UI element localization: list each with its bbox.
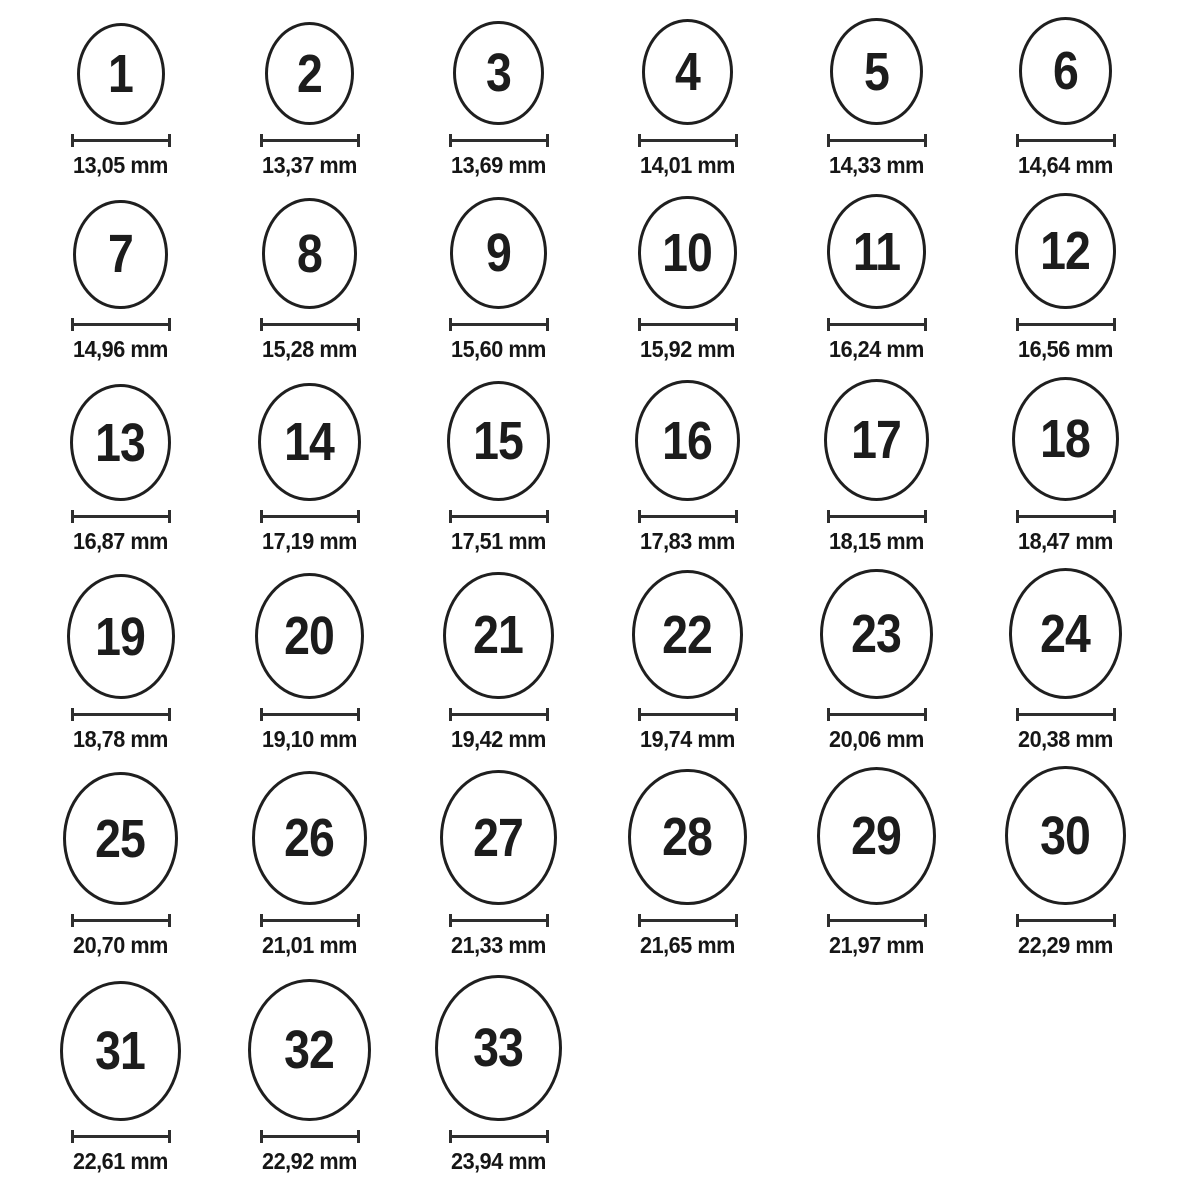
ring-size-item — [593, 4, 782, 180]
ring-size-number: 8 — [297, 223, 322, 284]
diameter-label: 15,28 mm — [262, 336, 357, 363]
diameter-measure-line — [71, 1130, 171, 1143]
ring-size-number: 25 — [95, 808, 146, 869]
diameter-label: 16,24 mm — [829, 336, 924, 363]
ring-circle — [632, 570, 743, 699]
ring-size-item — [971, 180, 1160, 364]
ring-size-number: 1 — [108, 44, 133, 105]
diameter-label: 22,92 mm — [262, 1148, 357, 1175]
diameter-label: 15,60 mm — [451, 336, 546, 363]
ring-size-item — [26, 754, 215, 960]
ring-circle — [1009, 568, 1123, 700]
ring-circle — [827, 194, 926, 309]
diameter-label: 15,92 mm — [640, 336, 735, 363]
diameter-label: 13,05 mm — [73, 152, 168, 179]
ring-size-item — [782, 364, 971, 556]
ring-circle — [817, 767, 936, 905]
ring-size-number: 30 — [1040, 805, 1091, 866]
diameter-label: 13,37 mm — [262, 152, 357, 179]
ring-size-item — [215, 754, 404, 960]
ring-circle — [255, 573, 364, 700]
diameter-label: 20,70 mm — [73, 932, 168, 959]
ring-size-item — [26, 364, 215, 556]
ring-size-item — [782, 754, 971, 960]
diameter-label: 17,83 mm — [640, 528, 735, 555]
ring-size-number: 29 — [851, 806, 902, 867]
ring-size-number: 27 — [473, 807, 524, 868]
ring-circle — [265, 22, 354, 125]
ring-circle — [60, 981, 181, 1122]
diameter-label: 18,15 mm — [829, 528, 924, 555]
ring-circle — [258, 383, 361, 502]
diameter-measure-line — [449, 914, 549, 927]
ring-size-item — [404, 180, 593, 364]
ring-circle — [1005, 766, 1125, 906]
diameter-measure-line — [449, 1130, 549, 1143]
diameter-label: 20,06 mm — [829, 726, 924, 753]
diameter-measure-line — [1016, 914, 1116, 927]
ring-circle — [824, 379, 930, 502]
diameter-measure-line — [260, 914, 360, 927]
diameter-measure-line — [71, 708, 171, 721]
diameter-label: 22,61 mm — [73, 1148, 168, 1175]
diameter-measure-line — [1016, 708, 1116, 721]
ring-size-item — [26, 180, 215, 364]
ring-circle — [67, 574, 175, 699]
diameter-label: 21,65 mm — [640, 932, 735, 959]
ring-size-item — [593, 556, 782, 754]
ring-size-number: 20 — [284, 606, 335, 667]
ring-size-number: 28 — [662, 806, 713, 867]
ring-size-item — [215, 180, 404, 364]
ring-size-number: 33 — [473, 1018, 524, 1079]
ring-size-item — [404, 754, 593, 960]
ring-circle — [70, 384, 171, 502]
diameter-label: 13,69 mm — [451, 152, 546, 179]
ring-circle — [435, 975, 561, 1121]
ring-circle — [63, 772, 178, 905]
diameter-measure-line — [71, 134, 171, 147]
diameter-label: 17,51 mm — [451, 528, 546, 555]
ring-size-number: 14 — [284, 411, 335, 472]
ring-size-item — [215, 364, 404, 556]
diameter-measure-line — [449, 134, 549, 147]
ring-size-item — [404, 556, 593, 754]
ring-size-number: 31 — [95, 1021, 146, 1081]
diameter-label: 14,64 mm — [1018, 152, 1113, 179]
diameter-measure-line — [1016, 510, 1116, 523]
ring-size-item — [971, 364, 1160, 556]
diameter-measure-line — [827, 914, 927, 927]
diameter-label: 18,78 mm — [73, 726, 168, 753]
ring-size-number: 5 — [864, 41, 889, 102]
ring-size-item — [404, 364, 593, 556]
diameter-measure-line — [638, 510, 738, 523]
ring-size-number: 13 — [95, 412, 146, 473]
ring-circle — [443, 572, 553, 700]
ring-circle — [642, 19, 733, 125]
ring-size-number: 6 — [1053, 41, 1078, 102]
ring-circle — [453, 21, 543, 126]
ring-circle — [820, 569, 933, 700]
ring-size-number: 2 — [297, 43, 322, 104]
ring-size-item — [404, 4, 593, 180]
diameter-measure-line — [638, 708, 738, 721]
ring-size-item — [26, 556, 215, 754]
ring-circle — [262, 198, 358, 309]
ring-size-number: 7 — [108, 224, 133, 285]
ring-size-number: 3 — [486, 43, 511, 104]
diameter-measure-line — [71, 318, 171, 331]
diameter-label: 19,42 mm — [451, 726, 546, 753]
ring-size-number: 18 — [1040, 409, 1091, 470]
diameter-label: 19,10 mm — [262, 726, 357, 753]
diameter-measure-line — [827, 510, 927, 523]
diameter-measure-line — [449, 708, 549, 721]
diameter-label: 16,56 mm — [1018, 336, 1113, 363]
ring-size-item — [782, 180, 971, 364]
ring-circle — [447, 381, 551, 501]
diameter-label: 14,33 mm — [829, 152, 924, 179]
ring-circle — [73, 200, 168, 310]
ring-circle — [1019, 17, 1113, 126]
diameter-measure-line — [827, 708, 927, 721]
ring-size-number: 11 — [852, 221, 901, 282]
diameter-label: 18,47 mm — [1018, 528, 1113, 555]
diameter-measure-line — [638, 914, 738, 927]
ring-circle — [77, 23, 165, 125]
ring-size-number: 16 — [662, 410, 713, 471]
diameter-measure-line — [1016, 134, 1116, 147]
ring-circle — [638, 196, 736, 310]
ring-size-number: 12 — [1040, 221, 1091, 282]
ring-size-number: 10 — [662, 222, 713, 283]
diameter-measure-line — [449, 318, 549, 331]
ring-size-number: 9 — [486, 223, 511, 284]
ring-size-number: 22 — [662, 604, 713, 665]
diameter-measure-line — [827, 134, 927, 147]
ring-size-item — [593, 364, 782, 556]
ring-size-number: 19 — [95, 606, 146, 667]
ring-size-item — [593, 180, 782, 364]
diameter-label: 22,29 mm — [1018, 932, 1113, 959]
ring-size-number: 17 — [851, 410, 902, 470]
diameter-measure-line — [260, 510, 360, 523]
ring-size-item — [971, 4, 1160, 180]
diameter-measure-line — [638, 318, 738, 331]
ring-size-item — [215, 960, 404, 1176]
diameter-measure-line — [260, 1130, 360, 1143]
ring-circle — [1012, 377, 1119, 501]
ring-size-number: 15 — [473, 411, 524, 472]
ring-circle — [450, 197, 547, 310]
diameter-measure-line — [260, 134, 360, 147]
ring-size-number: 4 — [675, 42, 700, 103]
ring-size-item — [782, 4, 971, 180]
diameter-label: 21,01 mm — [262, 932, 357, 959]
ring-size-item — [215, 556, 404, 754]
ring-circle — [440, 770, 557, 906]
ring-size-item — [26, 960, 215, 1176]
ring-size-item — [26, 4, 215, 180]
ring-size-item — [971, 754, 1160, 960]
ring-circle — [1015, 193, 1115, 309]
ring-size-item — [782, 556, 971, 754]
diameter-label: 19,74 mm — [640, 726, 735, 753]
ring-circle — [628, 769, 746, 906]
diameter-measure-line — [449, 510, 549, 523]
diameter-label: 21,97 mm — [829, 932, 924, 959]
diameter-label: 21,33 mm — [451, 932, 546, 959]
ring-circle — [635, 380, 740, 502]
ring-size-number: 24 — [1040, 603, 1091, 664]
ring-circle — [248, 979, 371, 1121]
ring-size-item — [971, 556, 1160, 754]
diameter-measure-line — [638, 134, 738, 147]
diameter-label: 23,94 mm — [451, 1148, 546, 1175]
ring-size-item — [404, 960, 593, 1176]
ring-size-number: 26 — [284, 808, 335, 869]
ring-size-number: 23 — [851, 604, 902, 665]
diameter-measure-line — [71, 510, 171, 523]
diameter-measure-line — [260, 318, 360, 331]
diameter-label: 16,87 mm — [73, 528, 168, 555]
ring-size-number: 32 — [284, 1020, 335, 1081]
diameter-label: 14,01 mm — [640, 152, 735, 179]
ring-circle — [830, 18, 923, 125]
diameter-label: 14,96 mm — [73, 336, 168, 363]
diameter-measure-line — [260, 708, 360, 721]
diameter-label: 20,38 mm — [1018, 726, 1113, 753]
ring-size-number: 21 — [473, 605, 524, 666]
diameter-measure-line — [827, 318, 927, 331]
ring-circle — [252, 771, 368, 905]
diameter-measure-line — [71, 914, 171, 927]
diameter-label: 17,19 mm — [262, 528, 357, 555]
diameter-measure-line — [1016, 318, 1116, 331]
ring-size-item — [215, 4, 404, 180]
ring-size-item — [593, 754, 782, 960]
